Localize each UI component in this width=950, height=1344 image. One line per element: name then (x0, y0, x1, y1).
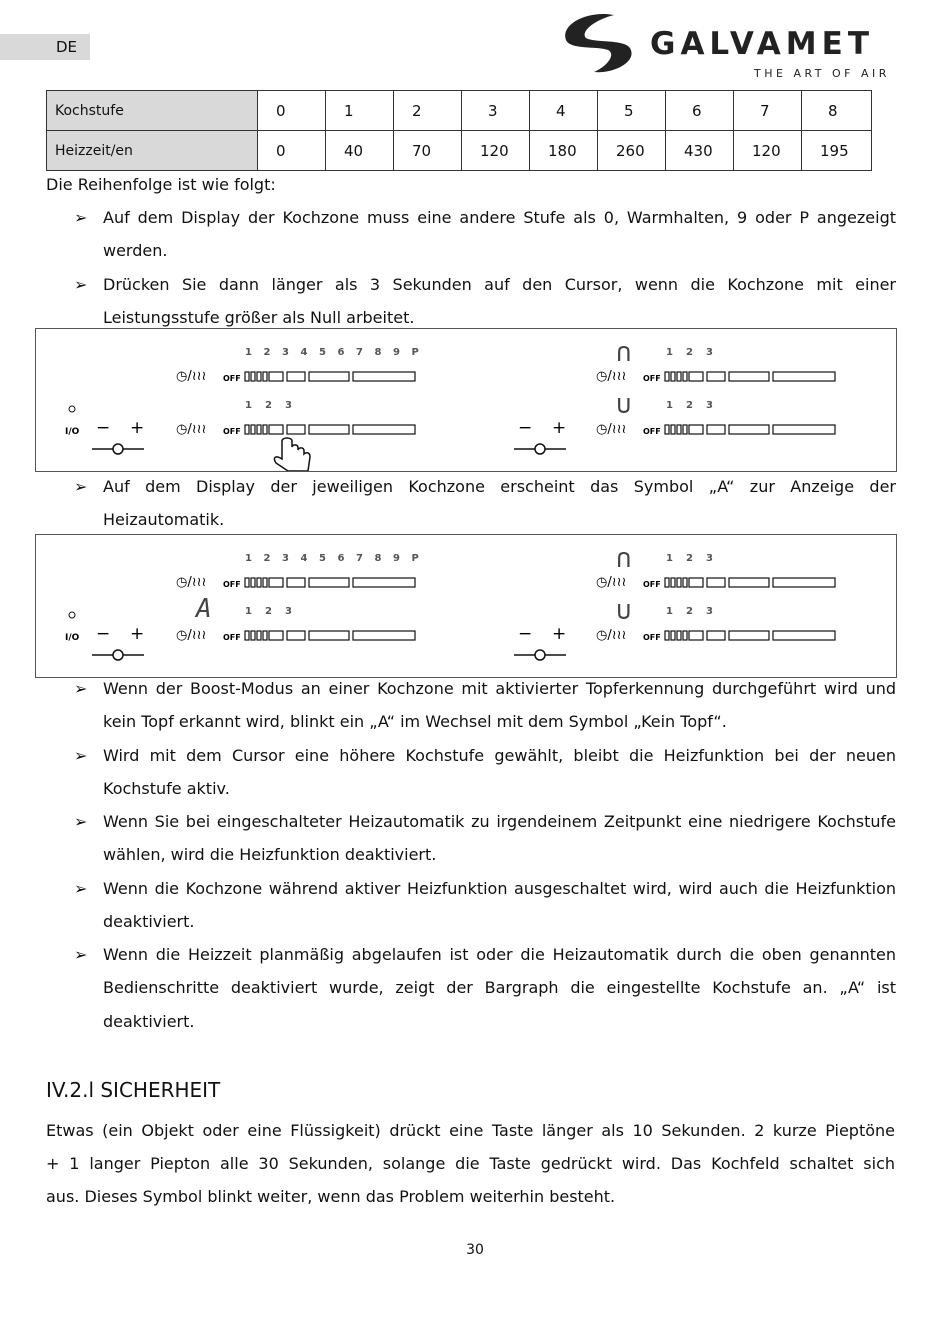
bargraph-segment (671, 425, 675, 434)
timer-heat-icon: ◷/≀≀≀ (596, 422, 627, 437)
list-item-text: Wenn Sie bei eingeschalteter Heizautomatik zu irgendeinem Zeitpunkt eine niedrigere Kochstufe wählen, wird die Heizfunktion deaktiviert. (103, 812, 896, 865)
table-cell: 7 (734, 91, 802, 131)
language-label: DE (56, 38, 78, 56)
segment-display-n: ∩ (616, 544, 632, 574)
list-item (74, 672, 896, 739)
bargraph-segment (665, 425, 669, 434)
bargraph-segment (245, 578, 249, 587)
row-header: Heizzeit/en (47, 131, 258, 171)
scale-label: 3 (282, 553, 289, 564)
bargraph-segment (353, 578, 415, 587)
off-label: OFF (643, 580, 661, 589)
plus-icon: + (552, 624, 567, 644)
table-row (47, 131, 872, 171)
cooking-table (46, 90, 872, 171)
bargraph-segment (287, 372, 305, 381)
scale-label: 2 (686, 606, 693, 617)
arrow-bullet-icon: ➢ (74, 812, 88, 831)
off-label: OFF (223, 427, 241, 436)
bargraph-segment (773, 631, 835, 640)
scale-label: 1 (245, 606, 252, 617)
timer-heat-icon: ◷/≀≀≀ (176, 628, 207, 643)
timer-heat-icon: ◷/≀≀≀ (596, 628, 627, 643)
minus-icon: − (96, 418, 111, 438)
bargraph-segment (353, 631, 415, 640)
arrow-bullet-icon: ➢ (74, 679, 88, 698)
off-label: OFF (643, 633, 661, 642)
table-cell: 6 (666, 91, 734, 131)
table-cell: 3 (462, 91, 530, 131)
brand-name: GALVAMET (650, 26, 874, 62)
bargraph-segment (309, 578, 349, 587)
scale-label: 2 (263, 553, 271, 564)
scale-label: 3 (706, 553, 713, 564)
row-header: Kochstufe (47, 91, 258, 131)
language-tab (0, 34, 90, 60)
list-item-text: Auf dem Display der Kochzone muss eine andere Stufe als 0, Warmhalten, 9 oder P angezeigt werden. (103, 208, 896, 261)
table-cell: 120 (734, 131, 802, 171)
scale-label: 1 (666, 400, 673, 411)
minus-icon: − (518, 624, 533, 644)
scale-label: 3 (282, 347, 289, 358)
bargraph-segment (671, 372, 675, 381)
arrow-bullet-icon: ➢ (74, 208, 88, 227)
scale-label: P (411, 347, 419, 358)
bargraph-segment (665, 372, 669, 381)
scale-label: 9 (393, 553, 400, 564)
arrow-bullet-icon: ➢ (74, 275, 88, 294)
minus-icon: − (518, 418, 533, 438)
arrow-bullet-icon: ➢ (74, 746, 88, 765)
bargraph-segment (251, 578, 255, 587)
table-row (47, 91, 872, 131)
bargraph-segment (677, 578, 681, 587)
scale-label: 1 (666, 606, 673, 617)
scale-label: 3 (706, 606, 713, 617)
bargraph-segment (671, 631, 675, 640)
table-cell: 180 (530, 131, 598, 171)
bargraph-segment (287, 425, 305, 434)
bargraph-segment (269, 631, 283, 640)
scale-label: 2 (265, 400, 272, 411)
scale-label: 5 (319, 553, 326, 564)
off-label: OFF (643, 427, 661, 436)
segment-display-a: A (196, 594, 212, 624)
scale-label: 9 (393, 347, 400, 358)
list-item (74, 201, 896, 268)
timer-heat-icon: ◷/≀≀≀ (176, 369, 207, 384)
list-item-text: Auf dem Display der jeweiligen Kochzone erscheint das Symbol „A“ zur Anzeige der Heizautomatik. (103, 477, 896, 530)
bargraph-segment (263, 578, 267, 587)
bargraph-segment (729, 425, 769, 434)
bargraph-segment (729, 372, 769, 381)
scale-label: 7 (356, 553, 363, 564)
scale-label: 2 (686, 400, 693, 411)
bargraph-segment (257, 578, 261, 587)
bargraph-segment (773, 425, 835, 434)
scale-label: 3 (285, 400, 292, 411)
segment-display-n: ∩ (616, 338, 632, 368)
table-cell: 4 (530, 91, 598, 131)
bargraph-segment (665, 631, 669, 640)
power-key-label: I/O (65, 427, 80, 437)
scale-label: 4 (300, 553, 308, 564)
list-item-text: Wenn die Heizzeit planmäßig abgelaufen ist oder die Heizautomatik durch die oben genannten Bedienschritte deaktiviert wurde, zeigt der Bargraph die eingestellte Kochstufe an. „A“ ist deaktiviert. (103, 945, 896, 1031)
bargraph-segment (689, 578, 703, 587)
bargraph-segment (677, 631, 681, 640)
power-indicator-icon (69, 612, 75, 618)
scale-label: 2 (686, 347, 693, 358)
bargraph-segment (287, 578, 305, 587)
bargraph-segment (353, 425, 415, 434)
bargraph-segment (707, 631, 725, 640)
logo-swirl-icon (558, 12, 648, 82)
segment-display-u: ∪ (616, 596, 632, 626)
off-label: OFF (643, 374, 661, 383)
control-panel-diagram-1 (35, 328, 897, 472)
scale-label: 3 (285, 606, 292, 617)
scale-label: 8 (374, 347, 382, 358)
scale-label: P (411, 553, 419, 564)
timer-heat-icon: ◷/≀≀≀ (176, 575, 207, 590)
list-item-text: Wenn die Kochzone während aktiver Heizfunktion ausgeschaltet wird, wird auch die Heizfunktion deaktiviert. (103, 879, 896, 932)
section-body-line: + 1 langer Piepton alle 30 Sekunden, solange die Taste gedrückt wird. Das Kochfeld schaltet sich (46, 1154, 895, 1173)
bargraph-segment (269, 372, 283, 381)
scale-label: 6 (337, 347, 345, 358)
scale-label: 1 (245, 347, 252, 358)
bargraph-segment (245, 631, 249, 640)
bargraph-segment (671, 578, 675, 587)
minus-icon: − (96, 624, 111, 644)
plus-icon: + (130, 418, 145, 438)
control-panel-svg (36, 535, 896, 677)
bargraph-segment (689, 372, 703, 381)
bargraph-segment (683, 631, 687, 640)
timer-icon (535, 650, 545, 660)
bargraph-segment (689, 631, 703, 640)
list-item-text: Drücken Sie dann länger als 3 Sekunden auf den Cursor, wenn die Kochzone mit einer Leistungsstufe größer als Null arbeitet. (103, 275, 896, 328)
bargraph-segment (309, 425, 349, 434)
brand-logo (558, 12, 898, 82)
bargraph-segment (257, 372, 261, 381)
bargraph-segment (251, 425, 255, 434)
bargraph-segment (309, 631, 349, 640)
bargraph-segment (269, 578, 283, 587)
bargraph-segment (677, 425, 681, 434)
list-item (74, 470, 896, 537)
bargraph-segment (683, 372, 687, 381)
bargraph-segment (683, 578, 687, 587)
list-item (74, 938, 896, 1038)
arrow-bullet-icon: ➢ (74, 477, 88, 496)
section-heading: IV.2.l SICHERHEIT (46, 1078, 221, 1102)
table-cell: 8 (802, 91, 872, 131)
table-cell: 5 (598, 91, 666, 131)
bargraph-segment (245, 372, 249, 381)
scale-label: 2 (263, 347, 271, 358)
off-label: OFF (223, 374, 241, 383)
brand-tagline: THE ART OF AIR (754, 67, 890, 80)
section-body-line: aus. Dieses Symbol blinkt weiter, wenn das Problem weiterhin besteht. (46, 1187, 616, 1206)
timer-icon (113, 444, 123, 454)
scale-label: 1 (245, 553, 252, 564)
scale-label: 1 (245, 400, 252, 411)
scale-label: 5 (319, 347, 326, 358)
table-cell: 430 (666, 131, 734, 171)
bargraph-segment (309, 372, 349, 381)
scale-label: 1 (666, 347, 673, 358)
table-cell: 40 (326, 131, 394, 171)
list-item-text: Wenn der Boost-Modus an einer Kochzone mit aktivierter Topferkennung durchgeführt wird und kein Topf erkannt wird, blinkt ein „A“ im Wechsel mit dem Symbol „Kein Topf“. (103, 679, 896, 732)
table-cell: 1 (326, 91, 394, 131)
scale-label: 7 (356, 347, 363, 358)
table-cell: 0 (258, 91, 326, 131)
list-item (74, 805, 896, 872)
table-cell: 70 (394, 131, 462, 171)
plus-icon: + (552, 418, 567, 438)
bargraph-segment (729, 631, 769, 640)
power-indicator-icon (69, 406, 75, 412)
control-panel-svg (36, 329, 896, 471)
bargraph-segment (665, 578, 669, 587)
scale-label: 3 (706, 347, 713, 358)
scale-label: 3 (706, 400, 713, 411)
list-item (74, 739, 896, 806)
bargraph-segment (269, 425, 283, 434)
bargraph-segment (773, 578, 835, 587)
table-cell: 260 (598, 131, 666, 171)
scale-label: 2 (265, 606, 272, 617)
control-panel-diagram-2 (35, 534, 897, 678)
power-key-label: I/O (65, 633, 80, 643)
section-body-line: Etwas (ein Objekt oder eine Flüssigkeit) drückt eine Taste länger als 10 Sekunden. 2 kurze Pieptöne (46, 1121, 895, 1140)
table-cell: 0 (258, 131, 326, 171)
bargraph-segment (729, 578, 769, 587)
timer-heat-icon: ◷/≀≀≀ (596, 369, 627, 384)
scale-label: 4 (300, 347, 308, 358)
plus-icon: + (130, 624, 145, 644)
bargraph-segment (263, 372, 267, 381)
bargraph-segment (263, 425, 267, 434)
segment-display-u: ∪ (616, 390, 632, 420)
bargraph-segment (257, 425, 261, 434)
bargraph-segment (689, 425, 703, 434)
list-item (74, 268, 896, 335)
page-number: 30 (466, 1242, 484, 1258)
off-label: OFF (223, 580, 241, 589)
bargraph-segment (677, 372, 681, 381)
timer-heat-icon: ◷/≀≀≀ (176, 422, 207, 437)
bargraph-segment (251, 631, 255, 640)
timer-icon (113, 650, 123, 660)
bargraph-segment (257, 631, 261, 640)
scale-label: 6 (337, 553, 345, 564)
scale-label: 8 (374, 553, 382, 564)
timer-heat-icon: ◷/≀≀≀ (596, 575, 627, 590)
bargraph-segment (353, 372, 415, 381)
bargraph-segment (287, 631, 305, 640)
bargraph-segment (245, 425, 249, 434)
bargraph-segment (683, 425, 687, 434)
scale-label: 1 (666, 553, 673, 564)
list-item-text: Wird mit dem Cursor eine höhere Kochstufe gewählt, bleibt die Heizfunktion bei der neuen Kochstufe aktiv. (103, 746, 896, 799)
bargraph-segment (773, 372, 835, 381)
timer-icon (535, 444, 545, 454)
list-item (74, 872, 896, 939)
bargraph-segment (707, 372, 725, 381)
scale-label: 2 (686, 553, 693, 564)
bargraph-segment (251, 372, 255, 381)
arrow-bullet-icon: ➢ (74, 879, 88, 898)
arrow-bullet-icon: ➢ (74, 945, 88, 964)
bargraph-segment (263, 631, 267, 640)
pointing-hand-icon (274, 438, 310, 471)
table-cell: 2 (394, 91, 462, 131)
table-cell: 120 (462, 131, 530, 171)
intro-text: Die Reihenfolge ist wie folgt: (46, 175, 276, 194)
table-cell: 195 (802, 131, 872, 171)
bargraph-segment (707, 425, 725, 434)
off-label: OFF (223, 633, 241, 642)
bargraph-segment (707, 578, 725, 587)
